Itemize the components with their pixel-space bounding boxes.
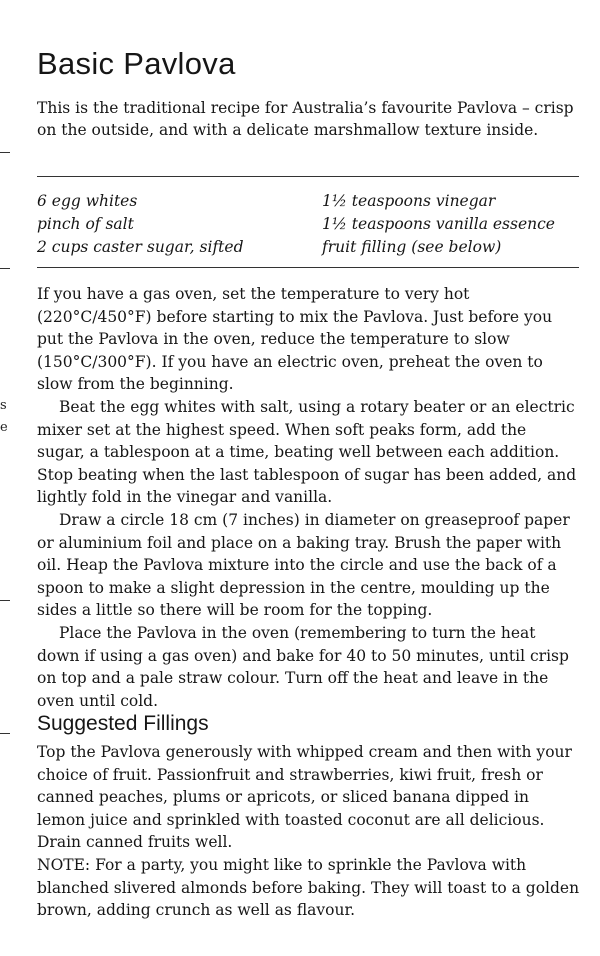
ingredient-item: pinch of salt	[37, 215, 134, 233]
recipe-title: Basic Pavlova	[37, 46, 236, 81]
ingredients-top-rule	[37, 176, 579, 177]
margin-dash	[0, 600, 10, 601]
ingredients-bottom-rule	[37, 267, 579, 268]
ingredient-item: fruit filling (see below)	[322, 238, 502, 256]
fillings-heading: Suggested Fillings	[37, 712, 209, 735]
ingredient-item: 6 egg whites	[37, 192, 138, 210]
method-paragraph: Draw a circle 18 cm (7 inches) in diameter on greaseproof paper or aluminium foil and place on a baking tray. Brush the paper with oil. Heap the Pavlova mixture into the circle and use the back of a spoon to make a slight depression in the centre, moulding up the sides a little so there will be room for the topping.	[37, 510, 570, 620]
method-paragraph: If you have a gas oven, set the temperature to very hot (220°C/450°F) before starting to mix the Pavlova. Just before you put the Pavlova in the oven, reduce the temperature to slow (150°C/300°F). If you have an electric oven, preheat the oven to slow from the beginning.	[37, 285, 553, 394]
ingredients-right-column	[322, 190, 582, 259]
fillings-paragraph: Top the Pavlova generously with whipped cream and then with your choice of fruit. Passionfruit and strawberries, kiwi fruit, fresh or canned peaches, plums or apricots, or sliced banana dipped in lemon juice and sprinkled with toasted coconut are all delicious. Drain canned fruits well.	[37, 743, 572, 852]
fillings-text	[37, 741, 582, 922]
margin-dash	[0, 268, 10, 269]
ingredient-item: 2 cups caster sugar, sifted	[37, 238, 244, 256]
method-paragraph: Place the Pavlova in the oven (remembering to turn the heat down if using a gas oven) and bake for 40 to 50 minutes, until crisp on top and a pale straw colour. Turn off the heat and leave in the oven until cold.	[37, 623, 569, 710]
method-paragraph: Beat the egg whites with salt, using a rotary beater or an electric mixer set at the highest speed. When soft peaks form, add the sugar, a tablespoon at a time, beating well between each addition. Stop beating when the last tablespoon of sugar has been added, and lightly fold in the vinegar and vanilla.	[37, 397, 577, 507]
margin-dash	[0, 733, 10, 734]
method-text	[37, 283, 577, 712]
margin-letter: s	[0, 398, 7, 413]
ingredient-item: 1½ teaspoons vanilla essence	[322, 215, 555, 233]
margin-letter: e	[0, 420, 8, 435]
margin-dash	[0, 152, 10, 153]
ingredients-left-column	[37, 190, 317, 259]
recipe-intro: This is the traditional recipe for Australia’s favourite Pavlova – crisp on the outside, and with a delicate marshmallow texture inside.	[37, 99, 574, 139]
ingredient-item: 1½ teaspoons vinegar	[322, 192, 496, 210]
fillings-note: NOTE: For a party, you might like to sprinkle the Pavlova with blanched slivered almonds before baking. They will toast to a golden brown, adding crunch as well as flavour.	[37, 855, 580, 920]
